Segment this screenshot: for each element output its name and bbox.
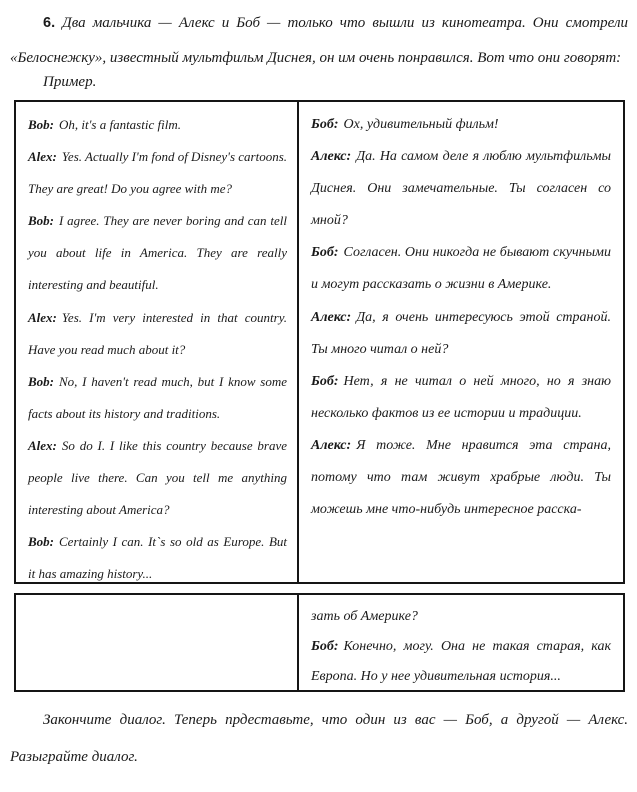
dialog-text: No, I haven't read much, but I know some facts about its history and traditions. bbox=[28, 373, 287, 421]
dialog-paragraph bbox=[311, 430, 611, 526]
dialog-text: зать об Америке? bbox=[311, 609, 418, 624]
dialog-table bbox=[14, 100, 625, 584]
dialog-cell-english bbox=[16, 102, 299, 582]
dialog-text: Я тоже. Мне нравится эта страна, потому что там живут храбрые люди. Ты можешь мне что-нибудь интересное расска- bbox=[311, 437, 611, 518]
dialog-paragraph bbox=[311, 632, 611, 690]
speaker-label: Alex: bbox=[28, 309, 57, 325]
dialog-text: Yes. Actually I'm fond of Disney's cartoons. They are great! Do you agree with me? bbox=[28, 149, 287, 197]
dialog-paragraph bbox=[28, 109, 287, 141]
dialog-text: Ох, удивительный фильм! bbox=[343, 117, 499, 132]
dialog-text: Да. На самом деле я люблю мультфильмы Диснея. Они замечательные. Ты согласен со мной? bbox=[311, 149, 611, 229]
dialog-paragraph bbox=[28, 526, 287, 582]
exercise-instructions: Закончите диалог. Теперь прдеставьте, что один из вас — Боб, а другой — Алекс. Разыграйте диалог. bbox=[10, 712, 628, 765]
speaker-label: Алекс: bbox=[311, 149, 352, 165]
dialog-text: So do I. I like this country because brave people live there. Can you tell me anything interesting about America? bbox=[28, 437, 287, 518]
exercise-number: 6. bbox=[43, 15, 56, 31]
speaker-label: Алекс: bbox=[311, 437, 352, 453]
speaker-label: Alex: bbox=[28, 149, 57, 165]
dialog-paragraph bbox=[311, 302, 611, 366]
speaker-label: Bob: bbox=[28, 117, 54, 132]
dialog-text: Да, я очень интересуюсь этой страной. Ты много читал о ней? bbox=[311, 309, 611, 357]
speaker-label: Боб: bbox=[311, 639, 339, 654]
dialog-text: I agree. They are never boring and can tell you about life in America. They are really interesting and beautiful. bbox=[28, 213, 287, 293]
dialog-text: Certainly I can. It`s so old as Europe. But it has amazing history... bbox=[28, 534, 287, 582]
dialog-table-continuation bbox=[14, 593, 625, 692]
dialog-paragraph bbox=[28, 366, 287, 430]
speaker-label: Bob: bbox=[28, 213, 54, 229]
dialog-paragraph bbox=[311, 109, 611, 141]
speaker-label: Боб: bbox=[311, 373, 339, 389]
dialog-paragraph bbox=[311, 237, 611, 301]
dialog-paragraph bbox=[28, 205, 287, 301]
dialog-paragraph bbox=[28, 430, 287, 526]
dialog-text: Oh, it's a fantastic film. bbox=[59, 117, 181, 132]
dialog-text: Yes. I'm very interested in that country. Have you read much about it? bbox=[28, 309, 287, 357]
exercise-intro-text: Два мальчика — Алекс и Боб — только что вышли из кинотеатра. Они смотрели «Белоснежку», известный мультфильм Диснея, он им очень понравился. Вот что они говорят: bbox=[10, 15, 629, 66]
speaker-label: Боб: bbox=[311, 245, 339, 261]
continuation-cell-russian bbox=[299, 595, 623, 690]
dialog-text: Нет, я не читал о ней много, но я знаю несколько фактов из ее истории и традиции. bbox=[311, 373, 611, 421]
dialog-paragraph bbox=[311, 602, 611, 632]
speaker-label: Bob: bbox=[28, 534, 54, 550]
dialog-text: Согласен. Они никогда не бывают скучными и могут рассказать о жизни в Америке. bbox=[311, 245, 611, 293]
speaker-label: Bob: bbox=[28, 373, 54, 389]
dialog-cell-russian bbox=[299, 102, 623, 582]
example-label: Пример. bbox=[43, 74, 97, 90]
dialog-paragraph bbox=[311, 141, 611, 237]
speaker-label: Алекс: bbox=[311, 309, 352, 325]
continuation-cell-english-empty bbox=[16, 595, 299, 690]
dialog-paragraph bbox=[28, 141, 287, 205]
speaker-label: Alex: bbox=[28, 437, 57, 453]
dialog-text: Конечно, могу. Она не такая старая, как Европа. Но у нее удивительная история... bbox=[311, 639, 611, 684]
exercise-intro bbox=[10, 6, 628, 76]
speaker-label: Боб: bbox=[311, 117, 339, 132]
dialog-paragraph bbox=[311, 366, 611, 430]
dialog-paragraph bbox=[28, 302, 287, 366]
